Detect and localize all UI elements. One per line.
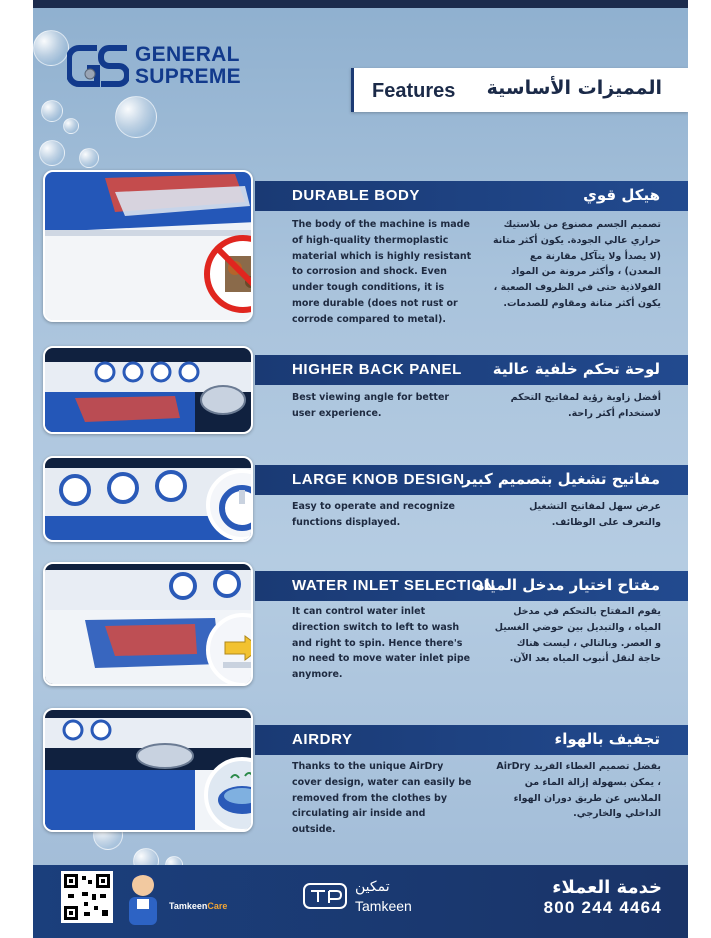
qr-code-icon [64,874,110,920]
section-title-ar: هيكل قوي [583,186,660,204]
section-title-ar: مفاتيح تشغيل بتصميم كبير [462,470,660,488]
section-title-en: AIRDRY [292,731,353,748]
section-title-ar: لوحة تحكم خلفية عالية [492,360,660,378]
no-rust-icon [203,234,253,314]
customer-service-label: خدمة العملاء [552,877,662,898]
features-title-ar: المميزات الأساسية [486,77,662,99]
section-desc-en: Thanks to the unique AirDry cover design, water can easily be removed from the clothes by circulating air inside and outside. [292,761,472,836]
section-desc-ar: أفضل زاوية رؤية لمفاتيح التحكم لاستخدام أكثر راحة. [510,392,661,419]
section-title-en: WATER INLET SELECTION [292,577,496,594]
customer-service-phone[interactable]: 800 244 4464 [543,898,662,917]
section-desc-en: It can control water inlet direction switch to left to wash and right to spin. Hence there's no need to move water inlet pipe anymore. [292,606,471,681]
tamkeen-name-ar: تمكين [355,879,390,895]
section-desc-en: Best viewing angle for better user experience. [292,392,450,419]
durable-body-photo [43,170,253,322]
knob-design-photo [43,456,253,542]
bubble-decoration [39,140,65,166]
brand-line-2: SUPREME [135,65,241,88]
section-title-ar: تجفيف بالهواء [554,730,660,748]
section-title-en: DURABLE BODY [292,187,421,204]
bubble-decoration [79,148,99,168]
airdry-photo [43,708,253,832]
qr-code[interactable] [61,871,113,923]
tamkeen-care-logo [169,901,227,911]
section-desc-en: The body of the machine is made of high-quality thermoplastic material which is highly resistant to corrosion and shock. Even under tough conditions, it is more durable (does not rust or corrode compared to metal). [292,219,472,325]
section-title-ar: مفتاح اختيار مدخل المياه [475,576,660,594]
section-band [255,725,688,755]
section-desc-ar: عرض سهل لمفاتيح التشغيل والتعرف على الوظائف. [529,501,661,528]
section-band [255,181,688,211]
section-band [255,571,688,601]
features-header [351,68,688,112]
product-flyer [33,0,688,938]
general-supreme-logo [67,42,257,94]
bubble-decoration [33,30,69,66]
knob-zoom-icon [205,468,253,542]
inlet-zoom-icon [205,612,253,686]
section-desc-ar: يقوم المفتاح بالتحكم في مدخل المياه ، والتبديل بين حوضي الغسيل و العصر. وبالتالي ، ليست هناك حاجة لنقل أنبوب المياه بعد الآن. [494,606,661,665]
top-bar [33,0,688,8]
tamkeen-care-name: Tamkeen [169,901,208,911]
section-title-en: LARGE KNOB DESIGN [292,471,465,488]
footer [33,865,688,938]
section-band [255,355,688,385]
section-desc-ar: بفضل تصميم الغطاء الفريد AirDry ، يمكن بسهولة إزالة الماء من الملابس عن طريق دوران الهواء الداخلي والخارجي. [496,761,661,820]
brand-name [135,44,241,88]
bubble-decoration [41,100,63,122]
technician-mascot-icon [119,867,167,929]
back-panel-photo [43,346,253,434]
section-title-en: HIGHER BACK PANEL [292,361,462,378]
airdry-zoom-icon [203,756,253,832]
brand-line-1: GENERAL [135,43,240,66]
section-band [255,465,688,495]
washer-panel-image [45,348,253,434]
water-inlet-photo [43,562,253,686]
section-desc-en: Easy to operate and recognize functions displayed. [292,501,455,528]
tamkeen-care-suffix: Care [207,901,228,911]
gs-logo-mark-icon [67,44,129,88]
bubble-decoration [63,118,79,134]
bubble-decoration [115,96,157,138]
tamkeen-logo-icon [303,883,347,909]
features-title-en: Features [372,80,456,102]
tamkeen-name-en: Tamkeen [355,898,412,914]
section-desc-ar: تصميم الجسم مصنوع من بلاستيك حراري عالي الجودة. يكون أكثر متانة (لا يصدأ ولا يتآكل مقارنة مع المعدن) ، وأكثر مرونة من المواد الفولاذية حتى في الظروف الصعبة ، يكون أكثر متانة ومقاوم للصدمات. [492,219,661,309]
